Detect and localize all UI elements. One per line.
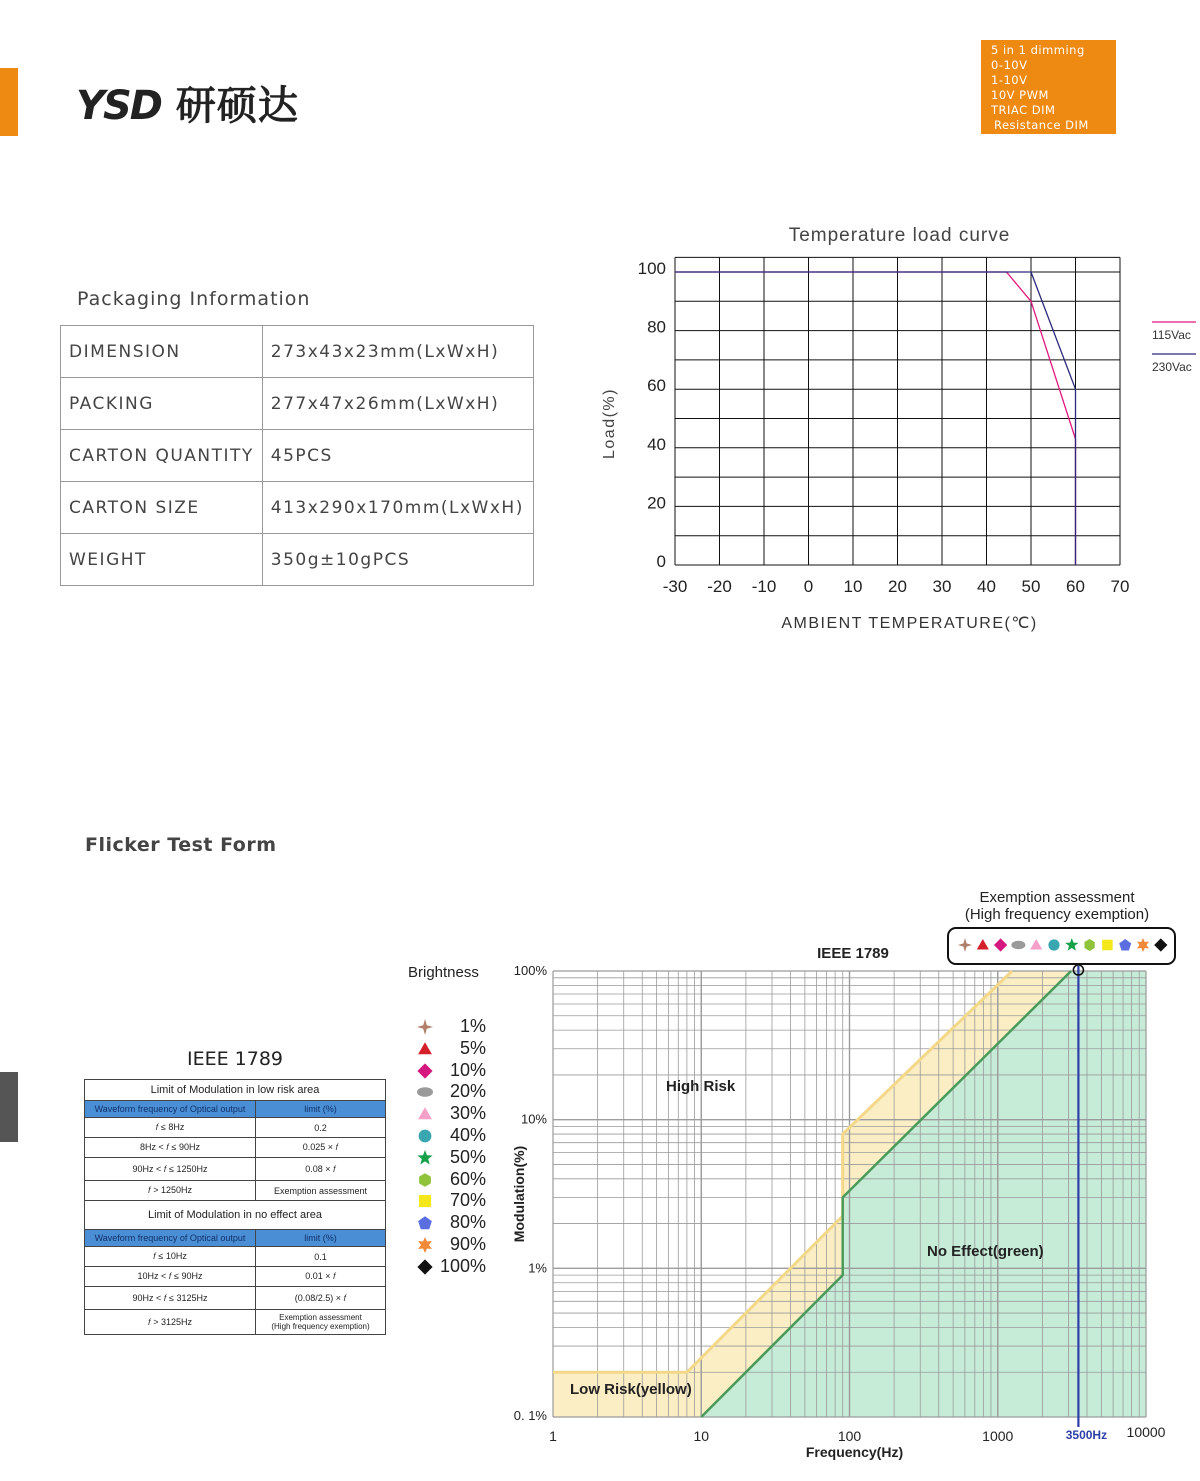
ellipse-icon	[417, 1088, 433, 1098]
row-value: 277x47x26mm(LxWxH)	[262, 378, 533, 430]
logo-chinese: 研硕达	[175, 83, 299, 129]
hexagon-icon	[414, 1171, 436, 1191]
row-value: 350g±10gPCS	[262, 534, 533, 586]
diamond-icon	[417, 1063, 432, 1078]
dimming-line: 0-10V	[991, 58, 1028, 72]
chart-title: Temperature load curve	[788, 225, 1011, 246]
brightness-legend-item	[414, 1256, 494, 1278]
no-effect-header: Limit of Modulation in no effect area	[85, 1201, 386, 1230]
row-value: 45PCS	[262, 430, 533, 482]
triangle-icon	[414, 1040, 436, 1060]
brightness-label: 90%	[449, 1234, 486, 1254]
brightness-legend-item	[414, 1103, 494, 1125]
x-tick-label: 70	[1110, 577, 1130, 596]
exemption-subtitle: (High frequency exemption)	[964, 906, 1150, 923]
brightness-label: 100%	[439, 1255, 486, 1276]
row-label: CARTON SIZE	[61, 482, 263, 534]
limit-line: (High frequency exemption)	[271, 1322, 370, 1331]
freq-cell: 𝑓 > 1250Hz	[85, 1181, 256, 1201]
freq-cell: 8Hz < 𝑓 ≤ 90Hz	[85, 1138, 256, 1158]
limit-cell: 0.1	[256, 1247, 386, 1267]
flicker-title: Flicker Test Form	[85, 834, 277, 856]
y-tick-label: 100	[637, 259, 666, 278]
x-tick-label: 100	[837, 1428, 862, 1444]
pentagon-icon	[418, 1216, 432, 1229]
hexagon-icon	[419, 1173, 431, 1187]
x-tick-label: 1	[549, 1428, 557, 1444]
limit-cell: (0.08/2.5) × 𝑓	[256, 1287, 386, 1310]
table-row	[85, 1310, 386, 1335]
circle-icon	[414, 1127, 436, 1147]
brightness-label: 80%	[449, 1212, 486, 1233]
temperature-load-chart	[590, 215, 1200, 645]
x-tick-label: 0	[803, 577, 814, 596]
brightness-legend-item	[414, 1234, 494, 1256]
x-tick-label: -30	[662, 577, 688, 596]
table-row	[61, 378, 534, 430]
ieee-limits-table	[84, 1079, 386, 1335]
table-row	[61, 482, 534, 534]
col-freq-header: Waveform frequency of Optical output	[85, 1230, 256, 1247]
table-row	[85, 1287, 386, 1310]
y-axis-label: Modulation(%)	[511, 1145, 527, 1243]
y-tick-label: 100%	[513, 963, 547, 978]
brightness-legend-item	[414, 1190, 494, 1212]
square-icon	[414, 1192, 436, 1212]
x-tick-label: 10	[843, 577, 863, 596]
x-tick-label: 60	[1066, 577, 1085, 596]
limit-cell: 0.025 × 𝑓	[256, 1138, 386, 1158]
triangle-icon	[414, 1105, 436, 1125]
brightness-legend-item	[414, 1038, 494, 1060]
limit-cell	[256, 1310, 386, 1335]
dimming-line: 10V PWM	[991, 88, 1049, 102]
circle-icon	[419, 1130, 432, 1143]
dimming-line: Resistance DIM	[994, 118, 1089, 132]
circle-icon	[1048, 939, 1059, 950]
row-label: CARTON QUANTITY	[61, 430, 263, 482]
row-label: WEIGHT	[61, 534, 263, 586]
brightness-legend-item	[414, 1212, 494, 1234]
diamond-icon	[414, 1062, 436, 1082]
table-row	[85, 1181, 386, 1201]
freq-cell: 90Hz < 𝑓 ≤ 1250Hz	[85, 1158, 256, 1181]
no-effect-label: No Effect(green)	[927, 1243, 1044, 1260]
row-label: PACKING	[61, 378, 263, 430]
brightness-label: 10%	[449, 1059, 486, 1080]
six-point-star-icon	[414, 1236, 436, 1256]
low-risk-header: Limit of Modulation in low risk area	[85, 1080, 386, 1101]
brightness-label: 1%	[459, 1016, 486, 1036]
brand-logo	[76, 74, 299, 131]
logo-latin: YSD	[76, 83, 161, 129]
star-icon	[414, 1149, 436, 1169]
chart-title: IEEE 1789	[817, 945, 889, 962]
table-row	[85, 1138, 386, 1158]
col-freq-header: Waveform frequency of Optical output	[85, 1101, 256, 1118]
diamond-icon	[414, 1258, 436, 1278]
frequency-marker-label: 3500Hz	[1065, 1428, 1108, 1442]
low-risk-label: Low Risk(yellow)	[570, 1381, 692, 1398]
y-tick-label: 80	[647, 317, 666, 337]
freq-cell: 10Hz < 𝑓 ≤ 90Hz	[85, 1267, 256, 1287]
accent-bar	[0, 68, 18, 136]
table-row	[85, 1247, 386, 1267]
brightness-legend-item	[414, 1081, 494, 1103]
y-tick-label: 10%	[520, 1111, 547, 1127]
six-point-star-icon	[418, 1237, 432, 1253]
x-tick-label: -10	[751, 577, 777, 596]
packaging-title: Packaging Information	[77, 288, 311, 310]
square-icon	[419, 1195, 431, 1207]
limit-cell: 0.08 × 𝑓	[256, 1158, 386, 1181]
brightness-label: 50%	[449, 1146, 486, 1167]
y-tick-label: 20	[647, 493, 666, 513]
x-tick-label: 10	[693, 1428, 710, 1444]
brightness-label: 20%	[449, 1081, 486, 1102]
dimming-line: 1-10V	[991, 73, 1028, 87]
legend-label: 230Vac	[1152, 360, 1192, 374]
freq-cell: 𝑓 > 3125Hz	[85, 1310, 256, 1335]
x-axis-label: Frequency(Hz)	[805, 1444, 904, 1460]
star-icon	[417, 1150, 432, 1164]
exemption-title: Exemption assessment	[979, 889, 1135, 906]
ieee-1789-flicker-chart	[500, 880, 1200, 1470]
x-tick-label: 30	[932, 577, 952, 596]
brightness-legend-item	[414, 1169, 494, 1191]
x-tick-label: 10000	[1126, 1424, 1166, 1440]
x-tick-label: -20	[707, 577, 732, 596]
limit-cell: Exemption assessment	[256, 1181, 386, 1201]
ellipse-icon	[1011, 941, 1025, 949]
table-row	[61, 430, 534, 482]
brightness-label: 70%	[449, 1190, 486, 1211]
x-tick-label: 20	[888, 577, 907, 596]
table-row	[85, 1267, 386, 1287]
dimming-line: TRIAC DIM	[991, 103, 1056, 117]
row-label: DIMENSION	[61, 326, 263, 378]
brightness-title: Brightness	[408, 964, 479, 981]
brightness-label: 40%	[449, 1125, 486, 1145]
brightness-label: 5%	[459, 1037, 486, 1058]
y-tick-label: 60	[647, 376, 666, 396]
brightness-label: 60%	[449, 1168, 486, 1189]
limit-cell: 0.01 × 𝑓	[256, 1267, 386, 1287]
x-tick-label: 1000	[982, 1428, 1014, 1444]
table-row	[61, 534, 534, 586]
ieee-table-title: IEEE 1789	[186, 1048, 283, 1070]
y-tick-label: 0. 1%	[513, 1408, 547, 1423]
freq-cell: 𝑓 ≤ 8Hz	[85, 1118, 256, 1138]
triangle-icon	[418, 1107, 432, 1119]
ellipse-icon	[414, 1083, 436, 1103]
table-row	[85, 1118, 386, 1138]
y-tick-label: 1%	[528, 1260, 547, 1276]
diamond-icon	[417, 1259, 432, 1274]
y-tick-label: 0	[656, 552, 666, 571]
brightness-legend-item	[414, 1016, 494, 1038]
brightness-legend-item	[414, 1147, 494, 1169]
x-tick-label: 40	[977, 577, 996, 596]
row-value: 273x43x23mm(LxWxH)	[262, 326, 533, 378]
four-point-star-icon	[417, 1019, 433, 1035]
x-axis-label: AMBIENT TEMPERATURE(℃)	[781, 615, 1038, 632]
packaging-table	[60, 325, 534, 586]
row-value: 413x290x170mm(LxWxH)	[262, 482, 533, 534]
freq-cell: 𝑓 ≤ 10Hz	[85, 1247, 256, 1267]
limit-cell: 0.2	[256, 1118, 386, 1138]
triangle-icon	[418, 1042, 432, 1054]
dimming-line: 5 in 1 dimming	[991, 43, 1085, 57]
brightness-legend-item	[414, 1125, 494, 1147]
high-risk-label: High Risk	[666, 1078, 736, 1095]
brightness-legend-item	[414, 1060, 494, 1082]
col-limit-header: limit (%)	[256, 1230, 386, 1247]
four-point-star-icon	[414, 1018, 436, 1038]
pentagon-icon	[414, 1214, 436, 1234]
side-marker-bar	[0, 1072, 18, 1142]
y-tick-label: 40	[647, 434, 666, 454]
freq-cell: 90Hz < 𝑓 ≤ 3125Hz	[85, 1287, 256, 1310]
table-row	[61, 326, 534, 378]
limit-line: Exemption assessment	[279, 1313, 362, 1322]
square-icon	[1102, 940, 1113, 951]
legend-label: 115Vac	[1152, 328, 1191, 342]
table-row	[85, 1158, 386, 1181]
brightness-label: 30%	[449, 1103, 486, 1124]
x-tick-label: 50	[1021, 577, 1041, 596]
dimming-options-box	[981, 40, 1116, 134]
y-axis-label: Load(%)	[601, 388, 618, 459]
col-limit-header: limit (%)	[256, 1101, 386, 1118]
